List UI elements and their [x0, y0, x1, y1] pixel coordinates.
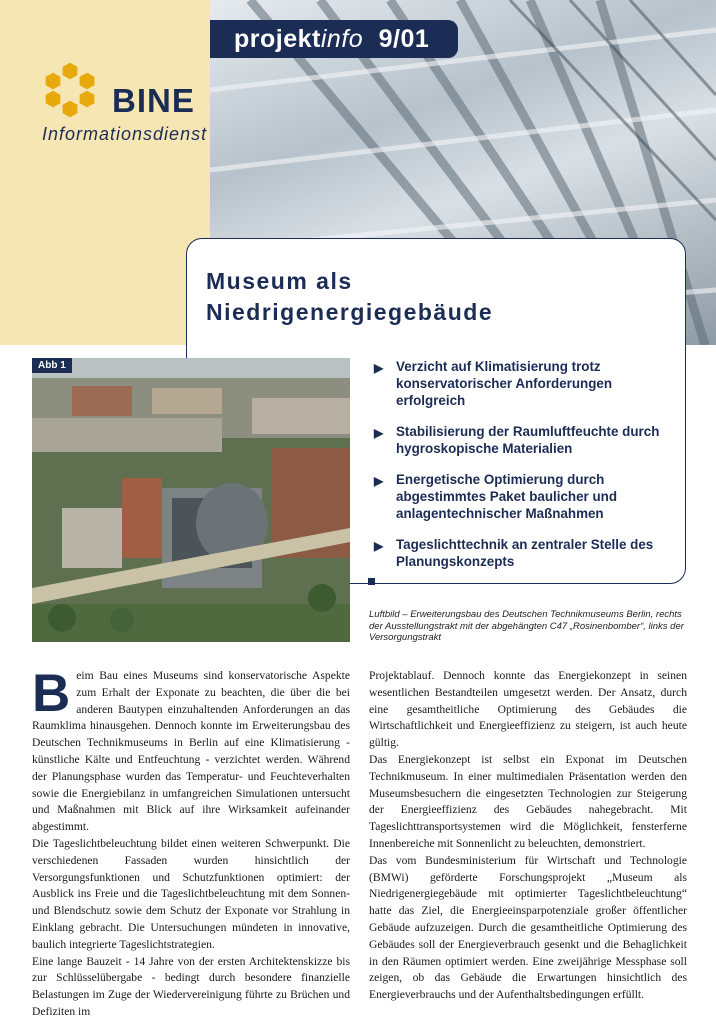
highlight-item [374, 471, 674, 522]
body-paragraph: Projektablauf. Dennoch konnte das Energiekonzept in seinen wesentlichen Bestandteilen umgesetzt werden. Der Ansatz, durch eine gesamtheitliche Optimierung des Gebäudes die Wirtschaftlichkeit und Energieeffizienz zu steigern, ist auch heute gültig. [369, 669, 687, 750]
triangle-arrow-icon: ▶ [374, 474, 384, 488]
page-title [206, 266, 493, 328]
body-paragraph: Die Tageslichtbeleuchtung bildet einen weiteren Schwerpunkt. Die verschiedenen Fassaden wurden hinsichtlich der Versorgungsfunktionen und Schutzfunktionen optimiert: der Ausblick ins Freie und die Tageslichtbeleuchtung mit dem Sonnen- und Blendschutz sowie dem Schutz der Exponate vor Strahlung in Einklang gebracht. Die Untersuchungen mündeten in innovative, baulich integrierte Tageslichtstrategien. [32, 836, 350, 951]
title-line-1: Museum als [206, 268, 353, 294]
highlights-list [374, 358, 674, 584]
triangle-arrow-icon: ▶ [374, 361, 384, 375]
body-paragraph: Das vom Bundesministerium für Wirtschaft und Technologie (BMWi) geförderte Forschungsprojekt „Museum als Niedrigenergiegebäude mit optimierter Tageslichtbeleuchtung“ hatte das Ziel, die Energieeinsparpotenziale großer öffentlicher Gebäude aufzuzeigen. Durch die gesamtheitliche Optimierung des Gebäudes soll der Energieverbrauch gesenkt und die Behaglichkeit in den Räumen optimiert werden. Eine zweijährige Messphase soll zeigen, ob das Gebäude die Erwartungen hinsichtlich des Energieverbrauchs und der Aufenthaltsbedingungen erfüllt. [369, 853, 687, 1002]
series-header-bar [210, 20, 458, 58]
series-suffix: info [320, 25, 364, 53]
series-prefix: projekt [234, 25, 321, 53]
aerial-photo [32, 358, 350, 642]
body-paragraph: Das Energiekonzept ist selbst ein Exponat im Deutschen Technikmuseum. In einer multimedialen Präsentation werden den Museumsbesuchern die eingesetzten Technologien zur Steigerung der Energieeffizienz des Gebäudes nahegebracht. Mit Tageslichttransportsystemen wird die Möglichkeit, fensterferne Innenbereiche mit Sonnenlicht zu beleuchten, demonstriert. [369, 752, 687, 850]
cream-background-panel [0, 0, 210, 345]
hexagon-flower-logo-icon [40, 58, 100, 118]
body-paragraph-text: eim Bau eines Museums sind konservatorische Aspekte zum Erhalt der Exponate zu beachten, die über die bei anderen Bautypen einzuhaltenden Anforderungen an das Raumklima hinausgehen. Dennoch konnte im Erweiterungsbau des Deutschen Technikmuseums in Berlin auf eine Klimatisierung - künstliche Kälte und Entfeuchtung - verzichtet werden. Während der Planungsphase wurden das Temperatur- und Feuchteverhalten sowie die Energiebilanz in umfangreichen Simulationen untersucht und Maßnahmen mit Blick auf ihre Wirksamkeit aufeinander abgestimmt. [32, 669, 350, 834]
title-line-2: Niedrigenergiegebäude [206, 299, 494, 325]
highlight-text: Stabilisierung der Raumluftfeuchte durch hygroskopische Materialien [396, 424, 660, 456]
triangle-arrow-icon: ▶ [374, 539, 384, 553]
figure-caption: Luftbild – Erweiterungsbau des Deutschen Technikmuseums Berlin, rechts der Ausstellungstrakt mit der abgehängten C47 „Rosinenbomber“, links der Versorgungstrakt [369, 609, 684, 643]
body-column-right [369, 668, 687, 1004]
highlight-item [374, 358, 674, 409]
highlight-text: Tageslichttechnik an zentraler Stelle des Planungskonzepts [396, 537, 654, 569]
issue-number: 9/01 [378, 25, 430, 53]
brand-name: BINE [112, 82, 195, 119]
highlight-text: Energetische Optimierung durch abgestimmtes Paket baulicher und anlagentechnischer Maßnahmen [396, 472, 618, 521]
highlight-item [374, 536, 674, 570]
triangle-arrow-icon: ▶ [374, 426, 384, 440]
brand-subtitle: Informationsdienst [42, 124, 208, 144]
highlight-text: Verzicht auf Klimatisierung trotz konservatorischer Anforderungen erfolgreich [396, 359, 613, 408]
figure-label: Abb 1 [32, 358, 72, 373]
highlight-item [374, 423, 674, 457]
drop-cap: B [32, 664, 71, 723]
body-column-left [32, 664, 350, 1021]
body-paragraph: Eine lange Bauzeit - 14 Jahre von der ersten Architektenskizze bis zur Schlüsselübergabe - bedingt durch besondere finanzielle Belastungen im Zuge der Wiedervereinigung führte zu Brüchen und Defiziten im [32, 954, 350, 1018]
body-paragraph [32, 664, 350, 836]
